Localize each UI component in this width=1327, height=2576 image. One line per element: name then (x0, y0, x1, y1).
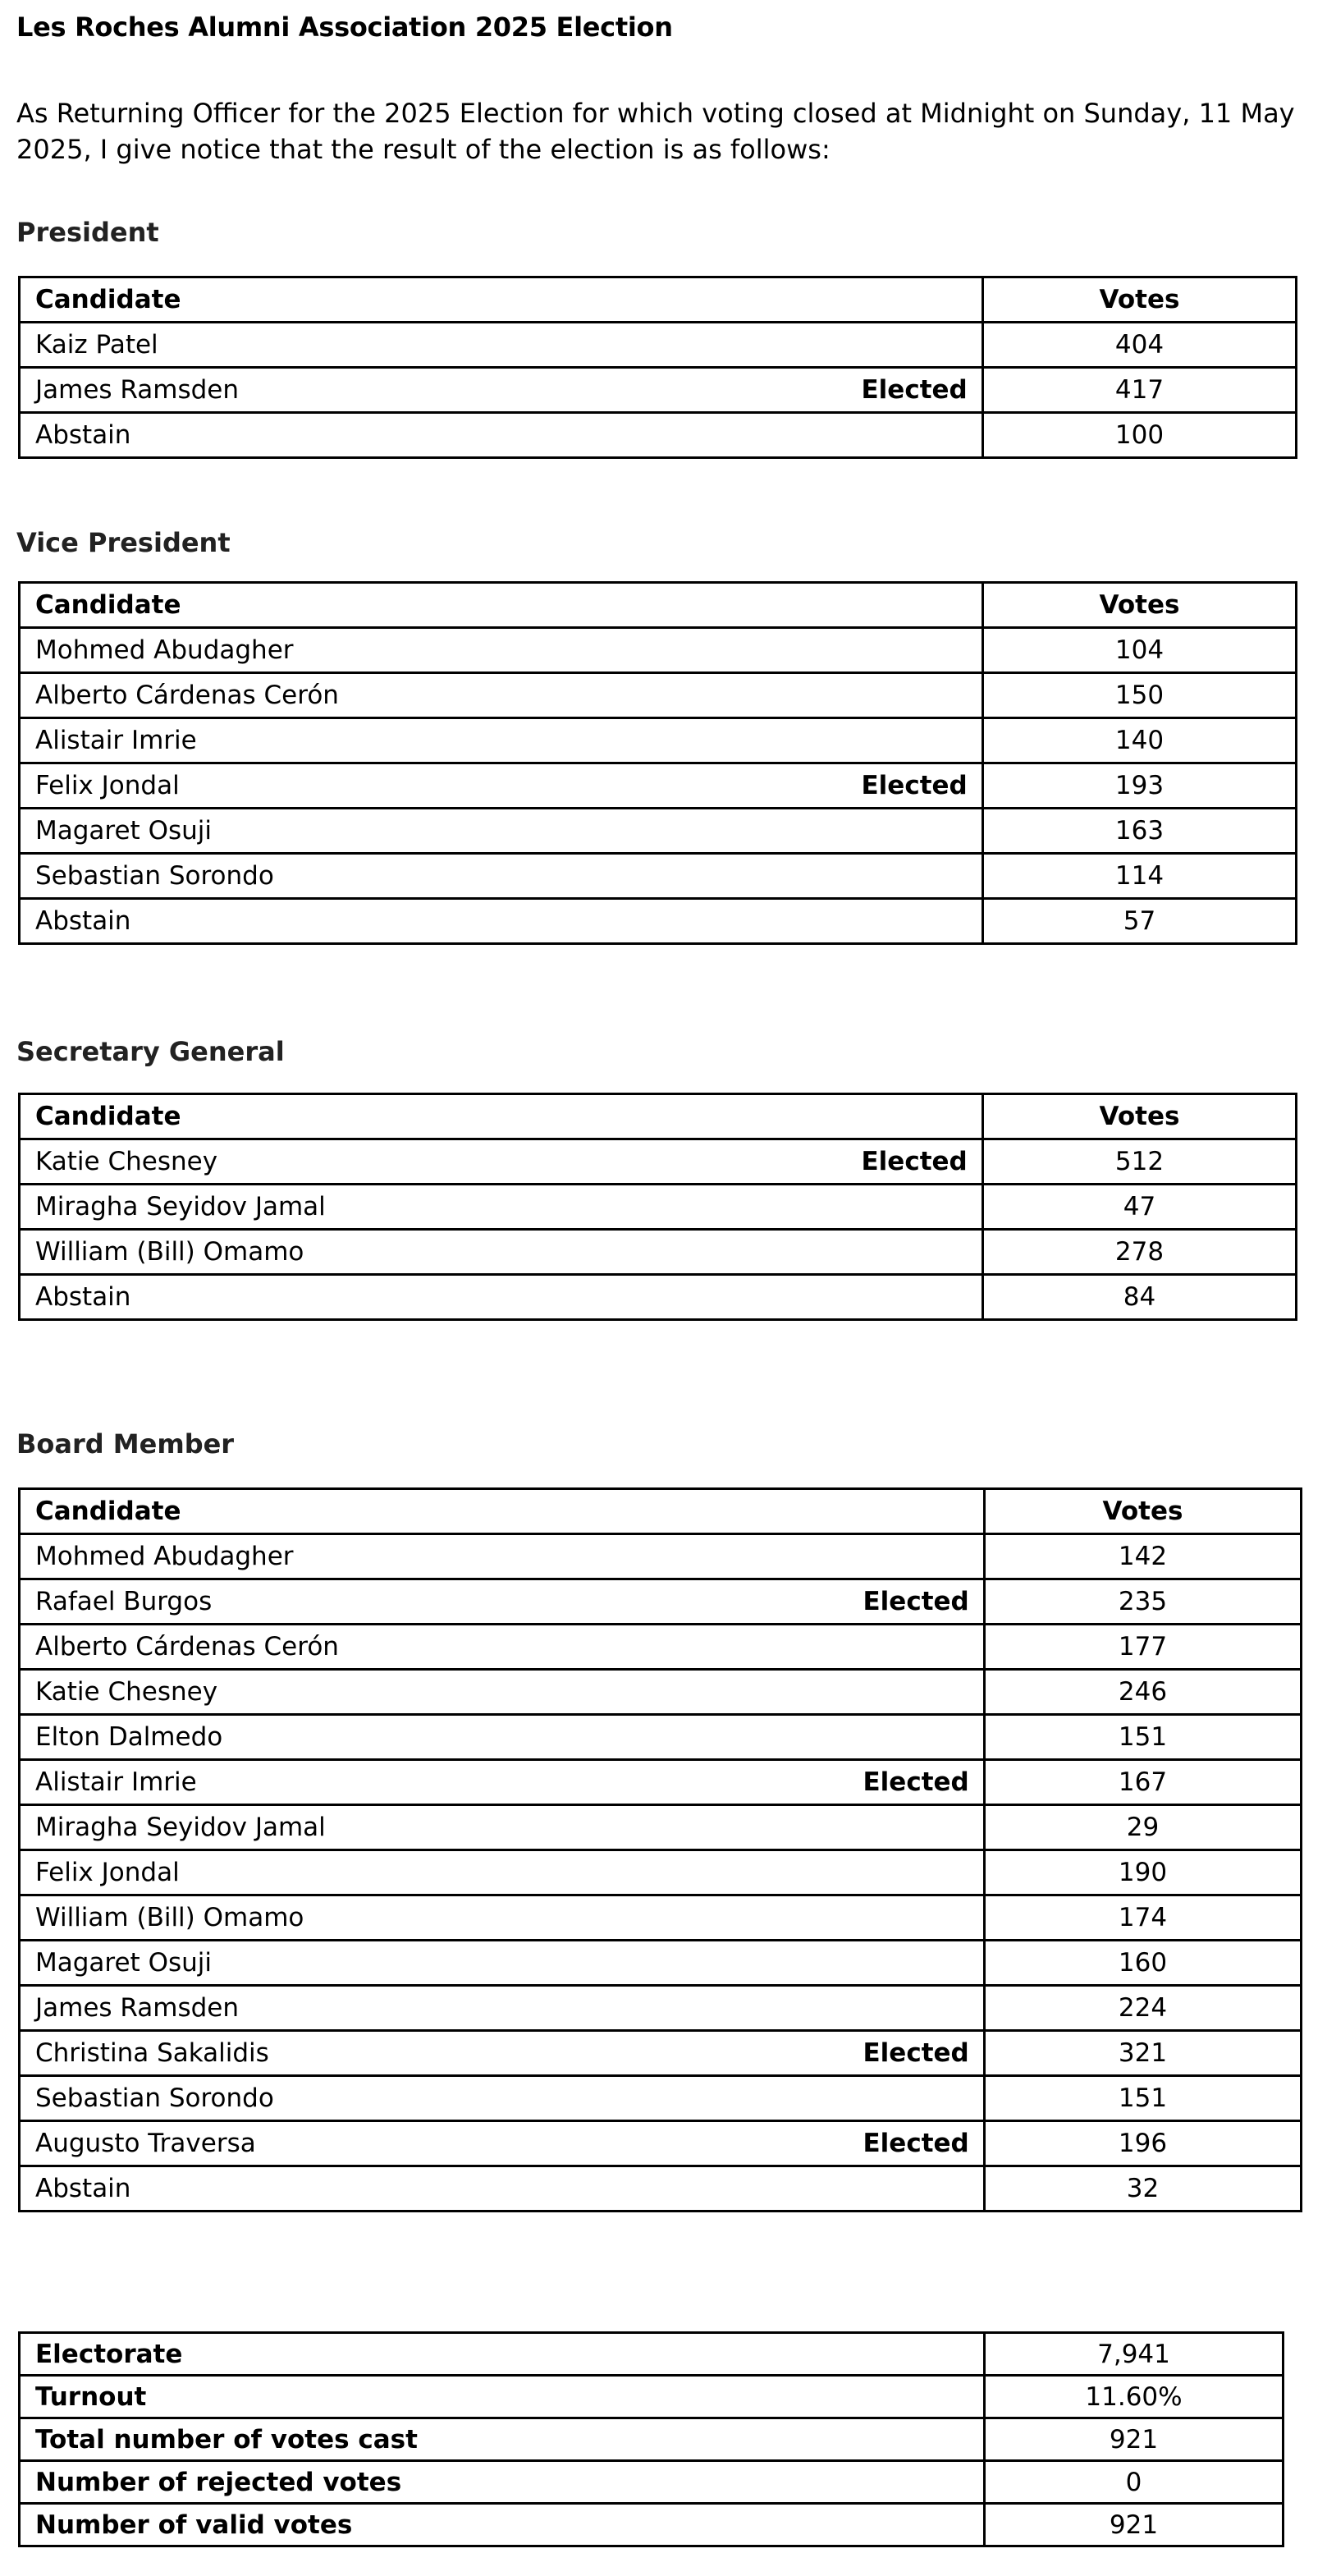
vote-count: 163 (983, 809, 1297, 854)
table-row (20, 1230, 1297, 1275)
elected-status: Elected (847, 1139, 983, 1185)
elected-status (847, 323, 983, 368)
vote-count: 140 (983, 718, 1297, 763)
elected-status (849, 2076, 985, 2121)
elected-status (849, 1625, 985, 1670)
column-header-candidate: Candidate (20, 1094, 847, 1139)
table-row (20, 1670, 1302, 1715)
elected-status (849, 1805, 985, 1850)
summary-value: 7,941 (985, 2333, 1284, 2376)
vote-count: 190 (985, 1850, 1302, 1895)
elected-status (849, 1941, 985, 1986)
table-row (20, 1275, 1297, 1320)
table-row (20, 628, 1297, 673)
candidate-name: Magaret Osuji (20, 809, 847, 854)
candidate-name: Christina Sakalidis (20, 2031, 849, 2076)
table-row (20, 1895, 1302, 1941)
table-row (20, 899, 1297, 944)
vote-count: 278 (983, 1230, 1297, 1275)
vote-count: 100 (983, 413, 1297, 458)
elected-status (849, 1670, 985, 1715)
notice-text: As Returning Officer for the 2025 Election for which voting closed at Midnight on Sunday, 11 May 2025, I give notice that the result of the election is as follows: (16, 98, 1295, 165)
vote-count: 224 (985, 1986, 1302, 2031)
candidate-name: Katie Chesney (20, 1670, 849, 1715)
section-title-vice-president: Vice President (16, 527, 231, 558)
table-row (20, 673, 1297, 718)
elected-status (847, 1185, 983, 1230)
summary-value: 921 (985, 2418, 1284, 2461)
table-row (20, 2121, 1302, 2166)
candidate-name: Miragha Seyidov Jamal (20, 1185, 847, 1230)
vote-count: 235 (985, 1579, 1302, 1625)
vote-count: 512 (983, 1139, 1297, 1185)
table-row (20, 809, 1297, 854)
table-row (20, 1139, 1297, 1185)
table-header-row (20, 277, 1297, 323)
candidate-name: Augusto Traversa (20, 2121, 849, 2166)
elected-status: Elected (849, 1760, 985, 1805)
elected-status (847, 1230, 983, 1275)
candidate-name: Sebastian Sorondo (20, 854, 847, 899)
vote-count: 142 (985, 1534, 1302, 1579)
candidate-name: Katie Chesney (20, 1139, 847, 1185)
candidate-name: William (Bill) Omamo (20, 1230, 847, 1275)
elected-status (847, 673, 983, 718)
table-row (20, 2166, 1302, 2212)
vote-count: 196 (985, 2121, 1302, 2166)
vote-count: 193 (983, 763, 1297, 809)
elected-status: Elected (847, 763, 983, 809)
table-row (20, 1625, 1302, 1670)
summary-row (20, 2461, 1284, 2504)
table-row (20, 2031, 1302, 2076)
summary-value: 0 (985, 2461, 1284, 2504)
summary-row (20, 2376, 1284, 2418)
summary-value: 921 (985, 2504, 1284, 2546)
elected-status (849, 1534, 985, 1579)
elected-status (847, 413, 983, 458)
candidate-name: Sebastian Sorondo (20, 2076, 849, 2121)
column-header-status (847, 277, 983, 323)
summary-label: Total number of votes cast (20, 2418, 985, 2461)
column-header-candidate: Candidate (20, 277, 847, 323)
candidate-name: Alistair Imrie (20, 718, 847, 763)
vote-count: 57 (983, 899, 1297, 944)
column-header-status (849, 1489, 985, 1534)
candidate-name: Rafael Burgos (20, 1579, 849, 1625)
vote-count: 167 (985, 1760, 1302, 1805)
column-header-candidate: Candidate (20, 1489, 849, 1534)
candidate-name: Mohmed Abudagher (20, 628, 847, 673)
summary-row (20, 2418, 1284, 2461)
table-row (20, 1941, 1302, 1986)
summary-label: Electorate (20, 2333, 985, 2376)
vote-count: 32 (985, 2166, 1302, 2212)
elected-status (849, 1715, 985, 1760)
table-row (20, 368, 1297, 413)
vote-count: 150 (983, 673, 1297, 718)
column-header-votes: Votes (985, 1489, 1302, 1534)
vote-count: 404 (983, 323, 1297, 368)
candidate-name: Kaiz Patel (20, 323, 847, 368)
table-row (20, 2076, 1302, 2121)
table-row (20, 718, 1297, 763)
results-table-board-member (18, 1487, 1302, 2212)
column-header-status (847, 583, 983, 628)
table-row (20, 323, 1297, 368)
table-row (20, 413, 1297, 458)
vote-count: 29 (985, 1805, 1302, 1850)
summary-row (20, 2333, 1284, 2376)
elected-status: Elected (849, 2031, 985, 2076)
elected-status (849, 2166, 985, 2212)
vote-count: 151 (985, 1715, 1302, 1760)
elected-status: Elected (849, 1579, 985, 1625)
candidate-name: Alberto Cárdenas Cerón (20, 1625, 849, 1670)
summary-label: Number of valid votes (20, 2504, 985, 2546)
candidate-name: Felix Jondal (20, 763, 847, 809)
vote-count: 417 (983, 368, 1297, 413)
table-row (20, 854, 1297, 899)
candidate-name: Elton Dalmedo (20, 1715, 849, 1760)
vote-count: 84 (983, 1275, 1297, 1320)
column-header-status (847, 1094, 983, 1139)
section-title-secretary-general: Secretary General (16, 1036, 285, 1067)
candidate-name: Miragha Seyidov Jamal (20, 1805, 849, 1850)
column-header-votes: Votes (983, 583, 1297, 628)
summary-row (20, 2504, 1284, 2546)
results-table-secretary-general (18, 1093, 1297, 1321)
vote-count: 47 (983, 1185, 1297, 1230)
table-row (20, 1715, 1302, 1760)
table-row (20, 1760, 1302, 1805)
column-header-votes: Votes (983, 1094, 1297, 1139)
candidate-name: Mohmed Abudagher (20, 1534, 849, 1579)
table-row (20, 1534, 1302, 1579)
table-row (20, 1579, 1302, 1625)
vote-count: 321 (985, 2031, 1302, 2076)
elected-status (847, 1275, 983, 1320)
page-title: Les Roches Alumni Association 2025 Election (16, 11, 673, 43)
vote-count: 177 (985, 1625, 1302, 1670)
table-row (20, 1986, 1302, 2031)
elected-status (847, 854, 983, 899)
candidate-name: James Ramsden (20, 1986, 849, 2031)
table-row (20, 1850, 1302, 1895)
elected-status (847, 809, 983, 854)
candidate-name: Abstain (20, 899, 847, 944)
candidate-name: William (Bill) Omamo (20, 1895, 849, 1941)
elected-status (847, 899, 983, 944)
table-header-row (20, 583, 1297, 628)
vote-count: 151 (985, 2076, 1302, 2121)
column-header-candidate: Candidate (20, 583, 847, 628)
candidate-name: Abstain (20, 2166, 849, 2212)
candidate-name: Abstain (20, 1275, 847, 1320)
summary-label: Number of rejected votes (20, 2461, 985, 2504)
elected-status (849, 1986, 985, 2031)
table-row (20, 1185, 1297, 1230)
summary-label: Turnout (20, 2376, 985, 2418)
elected-status (849, 1850, 985, 1895)
table-header-row (20, 1094, 1297, 1139)
candidate-name: James Ramsden (20, 368, 847, 413)
table-row (20, 1805, 1302, 1850)
elected-status (847, 718, 983, 763)
vote-count: 114 (983, 854, 1297, 899)
elected-status (847, 628, 983, 673)
vote-count: 174 (985, 1895, 1302, 1941)
candidate-name: Felix Jondal (20, 1850, 849, 1895)
table-row (20, 763, 1297, 809)
section-title-board-member: Board Member (16, 1428, 235, 1460)
results-table-president (18, 276, 1297, 459)
summary-table (18, 2331, 1284, 2547)
vote-count: 160 (985, 1941, 1302, 1986)
vote-count: 246 (985, 1670, 1302, 1715)
column-header-votes: Votes (983, 277, 1297, 323)
candidate-name: Magaret Osuji (20, 1941, 849, 1986)
elected-status (849, 1895, 985, 1941)
table-header-row (20, 1489, 1302, 1534)
results-table-vice-president (18, 581, 1297, 945)
candidate-name: Alistair Imrie (20, 1760, 849, 1805)
candidate-name: Alberto Cárdenas Cerón (20, 673, 847, 718)
vote-count: 104 (983, 628, 1297, 673)
candidate-name: Abstain (20, 413, 847, 458)
section-title-president: President (16, 217, 159, 248)
elected-status: Elected (849, 2121, 985, 2166)
elected-status: Elected (847, 368, 983, 413)
summary-value: 11.60% (985, 2376, 1284, 2418)
